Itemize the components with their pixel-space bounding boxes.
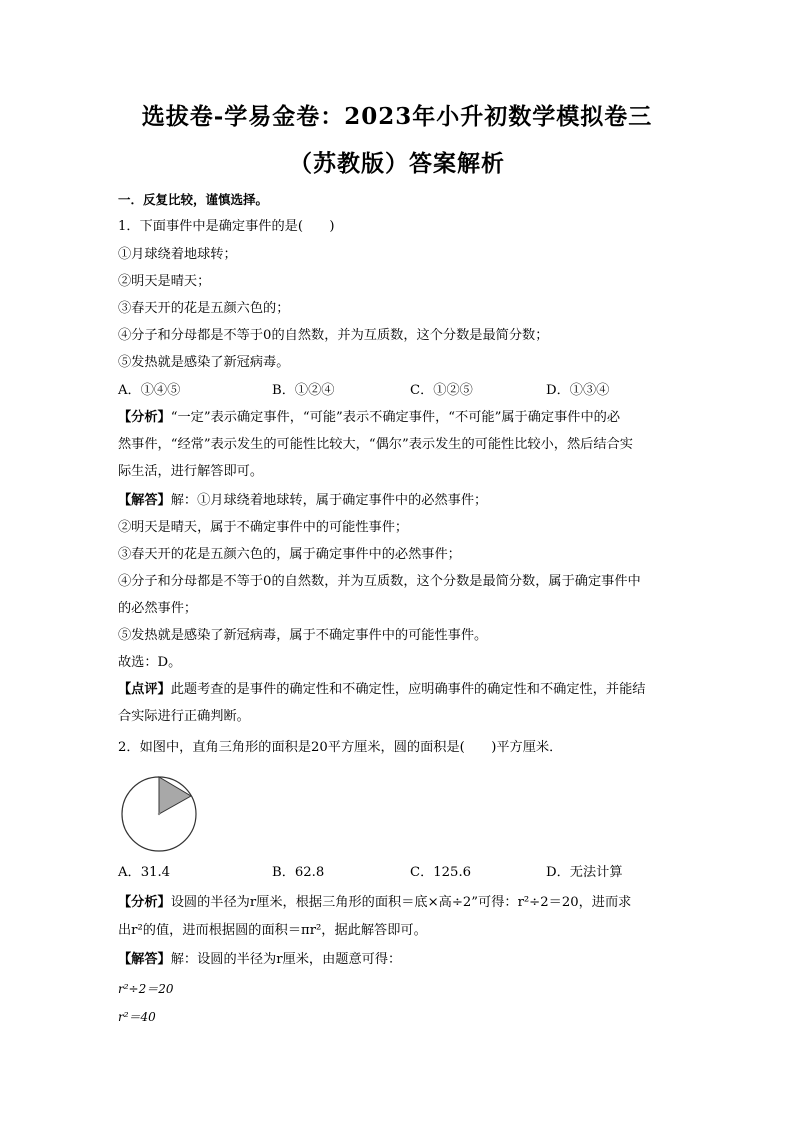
q1-option-d: D．①③④ — [546, 383, 610, 398]
answer-text: 解：①月球绕着地球转，属于确定事件中的必然事件； — [170, 493, 488, 508]
q1-item: ④分子和分母都是不等于0的自然数，并为互质数，这个分数是最简分数； — [118, 328, 549, 343]
comment-text: 此题考查的是事件的确定性和不确定性，应明确事件的确定性和不确定性，并能结 — [170, 682, 646, 697]
q1-answer-line: ②明天是晴天，属于不确定事件中的可能性事件； — [118, 520, 409, 535]
title-line-1: 选拔卷-学易金卷：2023年小升初数学模拟卷三 — [141, 103, 653, 130]
right-triangle-shape — [159, 777, 191, 814]
q1-analysis-line — [118, 409, 620, 427]
q2-equation: r²＝40 — [118, 1010, 156, 1024]
q1-option-c: C．①②⑤ — [410, 383, 473, 398]
q2-equation: r²÷2＝20 — [118, 982, 174, 996]
q1-stem: 1．下面事件中是确定事件的是( ) — [118, 219, 335, 234]
comment-tag: 【点评】 — [118, 682, 171, 697]
q1-answer-line: ③春天开的花是五颜六色的，属于确定事件中的必然事件； — [118, 547, 461, 562]
q2-analysis-line: 出r²的值，进而根据圆的面积＝πr²，据此解答即可。 — [118, 923, 427, 938]
q1-analysis-line: 际生活，进行解答即可。 — [118, 464, 264, 479]
analysis-text: 设圆的半径为r厘米，根据三角形的面积＝底×高÷2”可得：r²÷2＝20，进而求 — [170, 895, 632, 910]
circle-triangle-figure — [118, 770, 202, 860]
q2-option-d: D．无法计算 — [546, 865, 623, 880]
analysis-tag: 【分析】 — [118, 895, 171, 910]
q1-item: ①月球绕着地球转； — [118, 247, 237, 262]
q1-answer-line: ④分子和分母都是不等于0的自然数，并为互质数，这个分数是最简分数，属于确定事件中 — [118, 574, 641, 589]
q2-analysis-line — [118, 894, 631, 912]
q1-answer-line: ⑤发热就是感染了新冠病毒，属于不确定事件中的可能性事件。 — [118, 628, 488, 643]
analysis-tag: 【分析】 — [118, 410, 171, 425]
q1-option-a: A．①④⑤ — [118, 383, 181, 398]
answer-text: 解：设圆的半径为r厘米，由题意可得： — [170, 952, 402, 967]
q2-stem: 2．如图中，直角三角形的面积是20平方厘米，圆的面积是( )平方厘米． — [118, 740, 563, 755]
q1-answer-line — [118, 492, 487, 510]
answer-tag: 【解答】 — [118, 952, 171, 967]
q1-choice: 故选：D。 — [118, 655, 182, 670]
q1-item: ②明天是晴天； — [118, 274, 211, 289]
section-heading: 一．反复比较，谨慎选择。 — [118, 192, 269, 207]
q2-answer-line — [118, 951, 401, 969]
q1-analysis-line: 然事件，“经常”表示发生的可能性比较大，“偶尔”表示发生的可能性比较小，然后结合实 — [118, 437, 633, 452]
title-line-2: （苏教版）答案解析 — [289, 150, 505, 177]
q1-item: ⑤发热就是感染了新冠病毒。 — [118, 355, 290, 370]
q2-option-a: A．31.4 — [118, 865, 171, 880]
center-point — [158, 813, 160, 815]
answer-tag: 【解答】 — [118, 493, 171, 508]
q1-item: ③春天开的花是五颜六色的； — [118, 301, 290, 316]
q1-option-b: B．①②④ — [272, 383, 335, 398]
q2-option-c: C．125.6 — [410, 865, 472, 880]
q1-comment-line — [118, 681, 646, 699]
analysis-text: “一定”表示确定事件，“可能”表示不确定事件，“不可能”属于确定事件中的必 — [170, 410, 621, 425]
q1-answer-line: 的必然事件； — [118, 601, 198, 616]
q1-comment-line: 合实际进行正确判断。 — [118, 709, 250, 724]
q2-option-b: B．62.8 — [272, 865, 325, 880]
